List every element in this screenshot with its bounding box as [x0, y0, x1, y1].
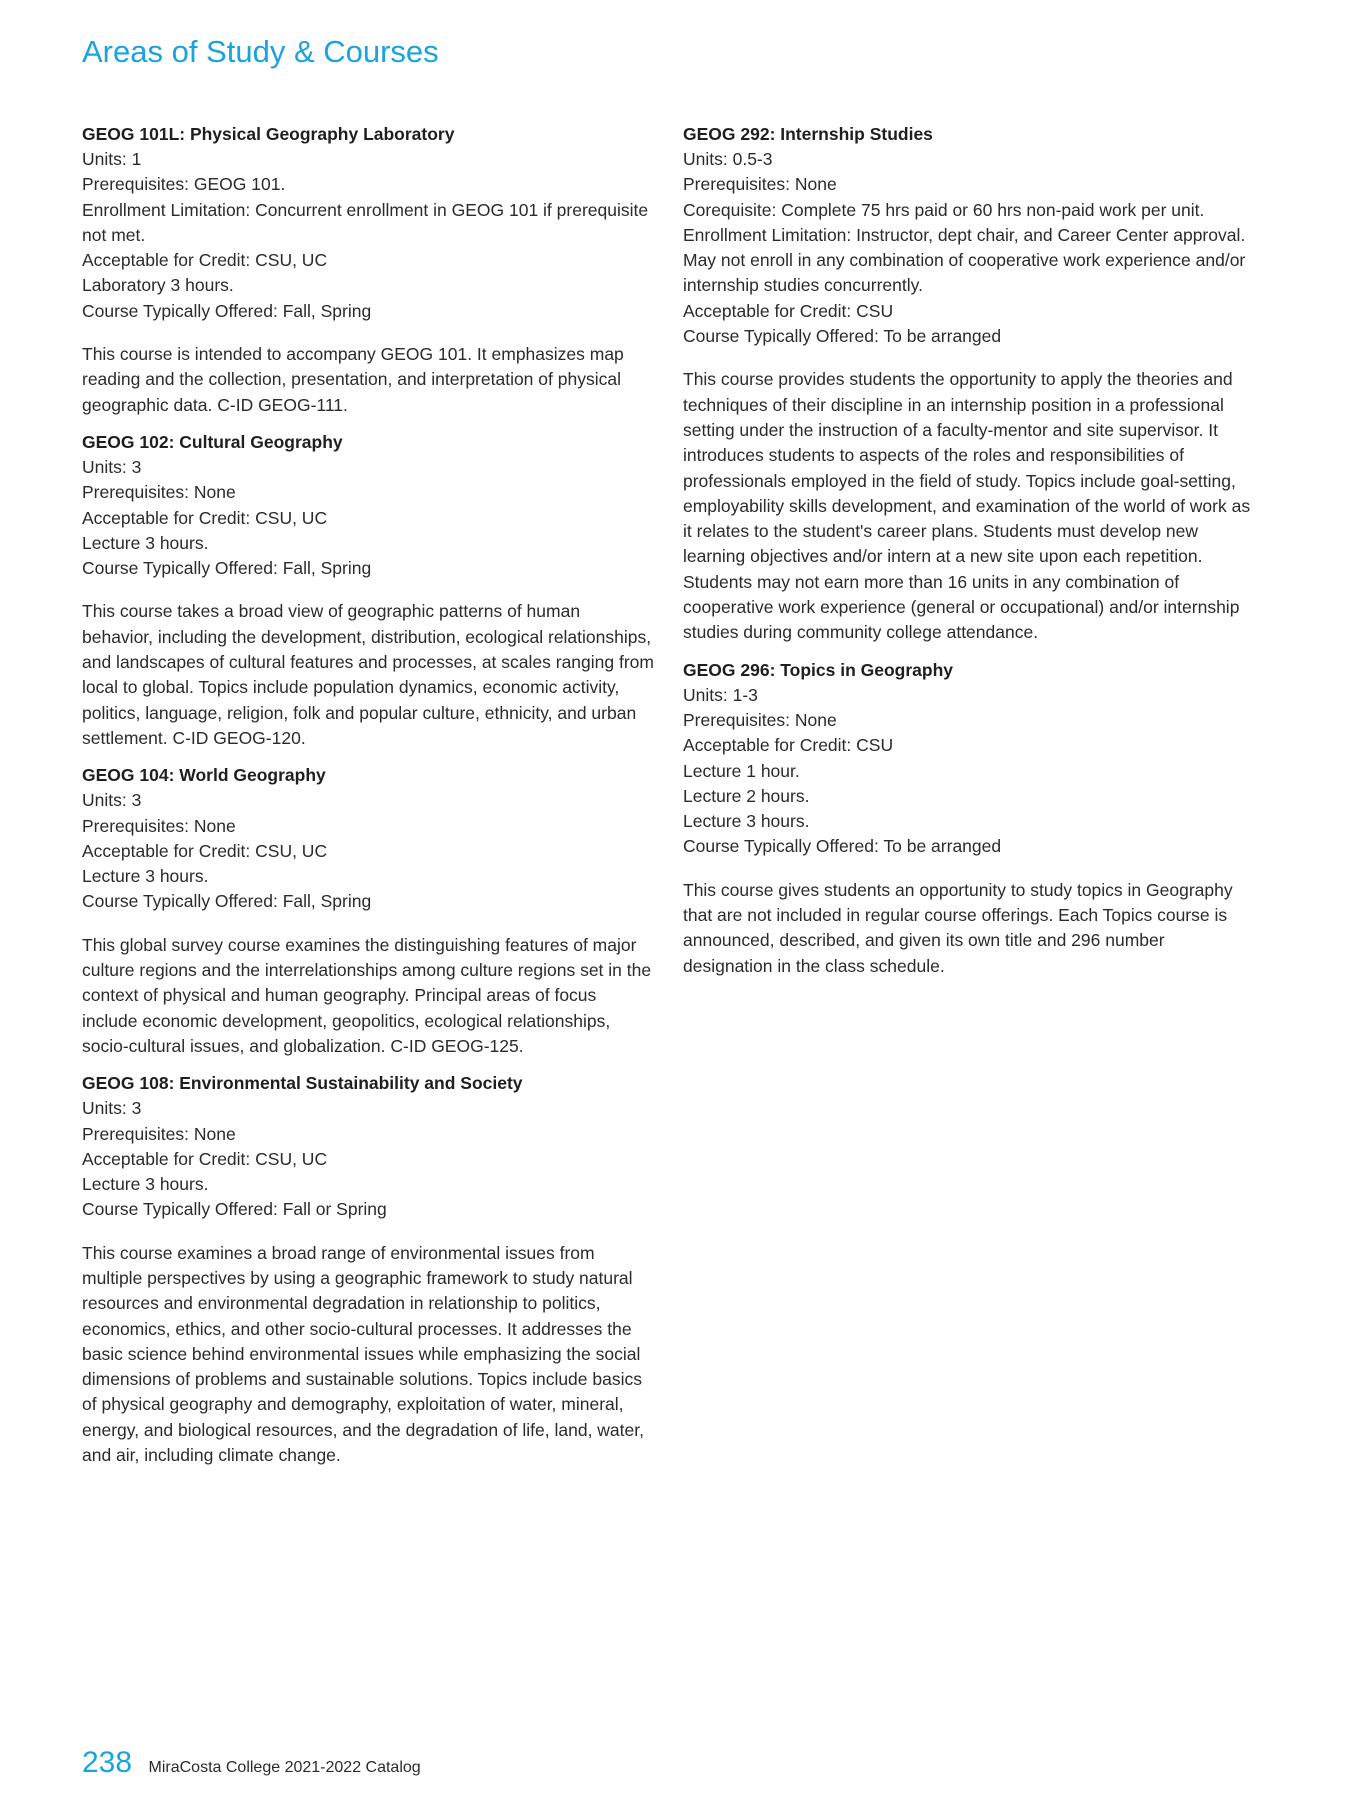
left-column: [82, 122, 654, 1480]
course-hours: Laboratory 3 hours.: [82, 275, 234, 296]
page-footer: [82, 1746, 421, 1780]
course-credit: Acceptable for Credit: CSU: [683, 735, 894, 756]
course-description: This course provides students the opportunity to apply the theories and techniques of their discipline in an internship position in a professional setting under the instruction of a faculty-mentor and site supervisor. It introduces students to aspects of the roles and responsibilities of professionals employed in the field of study. Topics include goal-setting, employability skills development, and examination of the world of work as it relates to the student's career plans. Students must develop new learning objectives and/or intern at a new site upon each repetition. Students may not earn more than 16 units in any combination of cooperative work experience (general or occupational) and/or internship studies during community college attendance.: [683, 369, 1251, 643]
course-hours: Lecture 2 hours.: [683, 785, 810, 806]
course-units: Units: 0.5-3: [683, 149, 773, 169]
course-units: Units: 1-3: [683, 684, 758, 705]
course-prerequisites: Prerequisites: None: [683, 174, 837, 195]
course-title: GEOG 101L: Physical Geography Laboratory: [82, 124, 455, 144]
course-geog-102: [82, 430, 654, 751]
course-offered: Course Typically Offered: Fall, Spring: [82, 300, 372, 321]
course-enrollment-limitation: Enrollment Limitation: Instructor, dept chair, and Career Center approval. May not enroll in any combination of cooperative work experience and/or internship studies concurrently.: [683, 224, 1246, 296]
course-title: GEOG 296: Topics in Geography: [683, 659, 954, 680]
catalog-name: MiraCosta College 2021-2022 Catalog: [148, 1759, 421, 1776]
course-offered: Course Typically Offered: Fall or Spring: [82, 1199, 387, 1220]
course-offered: Course Typically Offered: Fall, Spring: [82, 891, 372, 912]
course-prerequisites: Prerequisites: GEOG 101.: [82, 174, 286, 195]
course-hours: Lecture 1 hour.: [683, 760, 800, 781]
course-title: GEOG 102: Cultural Geography: [82, 431, 343, 452]
course-credit: Acceptable for Credit: CSU, UC: [82, 1148, 328, 1169]
course-geog-104: [82, 763, 654, 1059]
course-offered: Course Typically Offered: Fall, Spring: [82, 558, 372, 579]
course-hours: Lecture 3 hours.: [82, 866, 209, 887]
course-geog-296: [683, 658, 1255, 979]
course-hours: Lecture 3 hours.: [82, 532, 209, 553]
course-hours: Lecture 3 hours.: [82, 1174, 209, 1195]
course-prerequisites: Prerequisites: None: [683, 709, 837, 730]
course-title: GEOG 108: Environmental Sustainability and Society: [82, 1073, 523, 1094]
course-description: This course takes a broad view of geographic patterns of human behavior, including the development, distribution, ecological relationships, and landscapes of cultural features and processes, at scales ranging from local to global. Topics include population dynamics, economic activity, politics, language, religion, folk and popular culture, ethnicity, and urban settlement. C-ID GEOG-120.: [82, 601, 654, 748]
course-prerequisites: Prerequisites: None: [82, 1123, 236, 1144]
course-offered: Course Typically Offered: To be arranged: [683, 836, 1002, 857]
course-units: Units: 3: [82, 1098, 142, 1119]
course-units: Units: 3: [82, 790, 142, 811]
page-number: 238: [82, 1746, 133, 1779]
course-description: This course examines a broad range of environmental issues from multiple perspectives by using a geographic framework to study natural resources and environmental degradation in relationship to politics, economics, ethics, and other socio-cultural processes. It addresses the basic science behind environmental issues while emphasizing the social dimensions of problems and sustainable solutions. Topics include basics of physical geography and demography, exploitation of water, mineral, energy, and biological resources, and the degradation of life, land, water, and air, including climate change.: [82, 1242, 644, 1466]
course-credit: Acceptable for Credit: CSU, UC: [82, 840, 328, 861]
page-title: Areas of Study & Courses: [82, 34, 439, 69]
course-description: This global survey course examines the distinguishing features of major culture regions and the interrelationships among culture regions set in the context of physical and human geography. Principal areas of focus include economic development, geopolitics, ecological relationships, socio-cultural issues, and globalization. C-ID GEOG-125.: [82, 934, 652, 1056]
course-title: GEOG 292: Internship Studies: [683, 124, 933, 144]
course-geog-108: [82, 1071, 654, 1468]
course-hours: Lecture 3 hours.: [683, 811, 810, 832]
course-units: Units: 3: [82, 456, 142, 477]
course-corequisite: Corequisite: Complete 75 hrs paid or 60 hrs non-paid work per unit.: [683, 199, 1205, 220]
course-units: Units: 1: [82, 149, 142, 169]
course-credit: Acceptable for Credit: CSU, UC: [82, 250, 328, 271]
course-description: This course gives students an opportunity to study topics in Geography that are not included in regular course offerings. Each Topics course is announced, described, and given its own title and 296 number designation in the class schedule.: [683, 879, 1233, 976]
course-credit: Acceptable for Credit: CSU: [683, 300, 894, 321]
course-description: This course is intended to accompany GEOG 101. It emphasizes map reading and the collection, presentation, and interpretation of physical geographic data. C-ID GEOG-111.: [82, 344, 624, 415]
course-prerequisites: Prerequisites: None: [82, 482, 236, 503]
course-offered: Course Typically Offered: To be arranged: [683, 326, 1002, 347]
course-prerequisites: Prerequisites: None: [82, 815, 236, 836]
course-enrollment-limitation: Enrollment Limitation: Concurrent enrollment in GEOG 101 if prerequisite not met.: [82, 199, 649, 245]
course-credit: Acceptable for Credit: CSU, UC: [82, 507, 328, 528]
course-geog-101l: [82, 122, 654, 418]
course-title: GEOG 104: World Geography: [82, 765, 326, 786]
course-geog-292: [683, 122, 1255, 646]
right-column: [683, 122, 1255, 991]
